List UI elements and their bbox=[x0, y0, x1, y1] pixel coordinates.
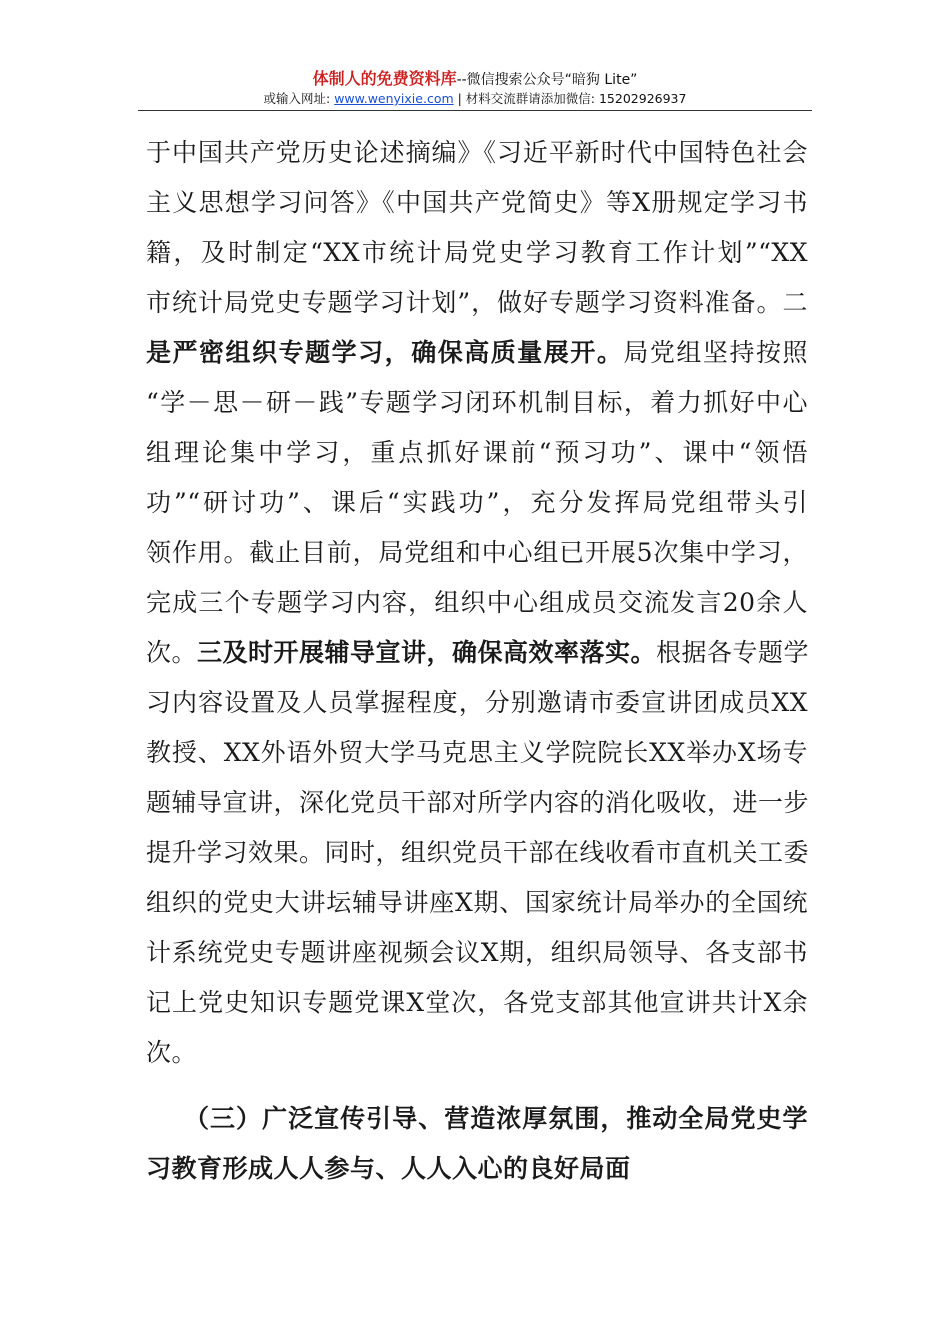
section-heading-line: （三）广泛宣传引导、营造浓厚氛围，推动全局党史学 bbox=[184, 1104, 808, 1133]
section-heading bbox=[146, 1094, 808, 1194]
header-url-link[interactable]: www.wenyixie.com bbox=[334, 91, 454, 106]
header-banner bbox=[0, 70, 950, 89]
body-paragraph bbox=[146, 128, 808, 1078]
header-contact bbox=[0, 91, 950, 107]
text-line: 完成三个专题学习内容，组织中心组成员交流发言20余人 bbox=[146, 588, 808, 617]
text-line: “学－思－研－践”专题学习闭环机制目标，着力抓好中心 bbox=[146, 388, 808, 417]
bold-point-two: 是严密组织专题学习，确保高质量展开。 bbox=[146, 338, 624, 367]
header-tagline: --微信搜索公众号“暗狗 Lite” bbox=[456, 72, 638, 88]
text-line: 记上党史知识专题党课X堂次，各党支部其他宣讲共计X余 bbox=[146, 988, 808, 1017]
text-line: 习内容设置及人员掌握程度，分别邀请市委宣讲团成员XX bbox=[146, 688, 808, 717]
text-line: 教授、XX外语外贸大学马克思主义学院院长XX举办X场专 bbox=[146, 738, 808, 767]
text-line bbox=[146, 628, 808, 678]
text-line: 领作用。截止目前，局党组和中心组已开展5次集中学习， bbox=[146, 538, 808, 567]
text-line: 市统计局党史专题学习计划”，做好专题学习资料准备。二 bbox=[146, 288, 808, 317]
text-line: 计系统党史专题讲座视频会议X期，组织局领导、各支部书 bbox=[146, 938, 808, 967]
section-heading-line: 习教育形成人人参与、人人入心的良好局面 bbox=[146, 1154, 631, 1183]
header-url-prefix: 或输入网址: bbox=[263, 91, 335, 106]
text-line: 组理论集中学习，重点抓好课前“预习功”、课中“领悟 bbox=[146, 438, 808, 467]
text-line: 功”“研讨功”、课后“实践功”，充分发挥局党组带头引 bbox=[146, 488, 808, 517]
text-line: 提升学习效果。同时，组织党员干部在线收看市直机关工委 bbox=[146, 838, 810, 867]
text-line: 主义思想学习问答》《中国共产党简史》等X册规定学习书 bbox=[146, 188, 808, 217]
bold-point-three: 三及时开展辅导宣讲，确保高效率落实。 bbox=[197, 638, 657, 667]
text-line: 于中国共产党历史论述摘编》《习近平新时代中国特色社会 bbox=[146, 138, 808, 167]
text-run: 根据各专题学 bbox=[656, 638, 810, 667]
header-url-suffix: | 材料交流群请添加微信: 15202926937 bbox=[453, 91, 687, 106]
header-divider bbox=[138, 110, 812, 111]
text-line: 题辅导宣讲，深化党员干部对所学内容的消化吸收，进一步 bbox=[146, 788, 810, 817]
text-line bbox=[146, 328, 808, 378]
text-line: 组织的党史大讲坛辅导讲座X期、国家统计局举办的全国统 bbox=[146, 888, 808, 917]
text-run: 局党组坚持按照 bbox=[623, 338, 808, 367]
text-line: 籍，及时制定“XX市统计局党史学习教育工作计划”“XX bbox=[146, 238, 808, 267]
header-brand: 体制人的免费资料库 bbox=[312, 69, 457, 88]
text-line: 次。 bbox=[146, 1038, 198, 1067]
text-run: 次。 bbox=[146, 638, 198, 667]
